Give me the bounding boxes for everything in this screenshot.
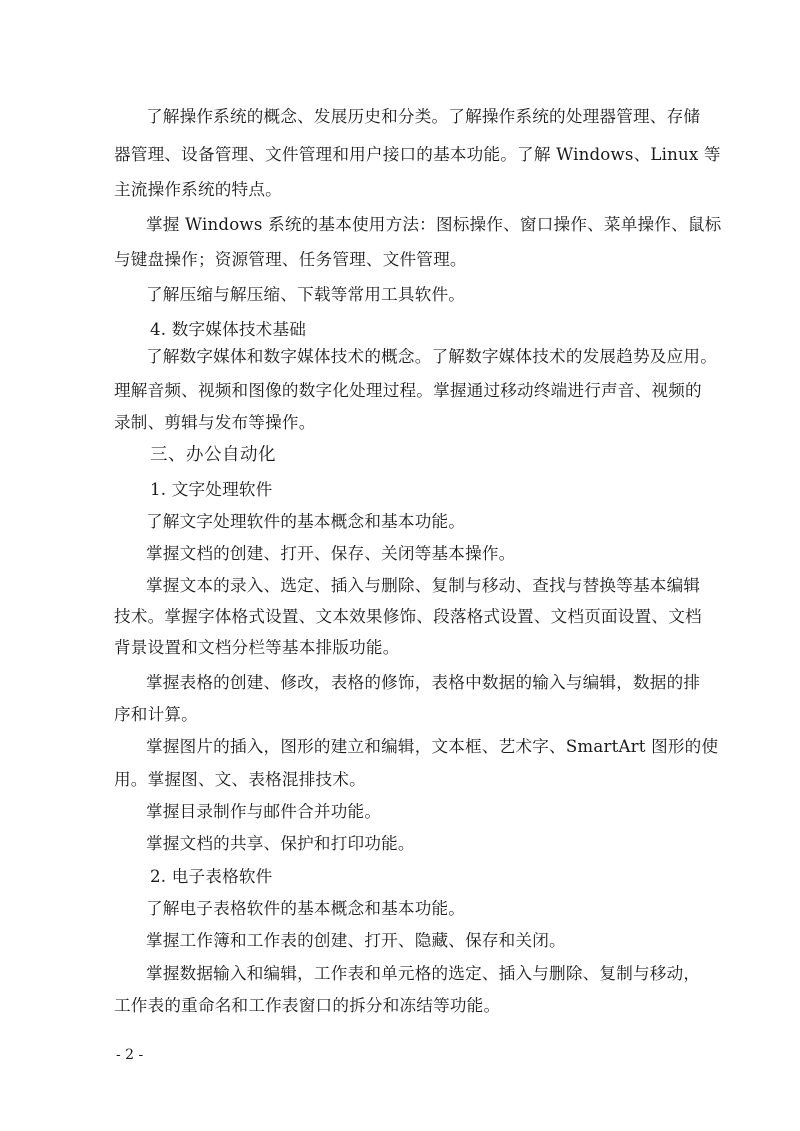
paragraph-line: 掌握文档的共享、保护和打印功能。 xyxy=(146,834,415,853)
section-heading: 三、办公自动化 xyxy=(150,445,276,465)
paragraph-line: 理解音频、视频和图像的数字化处理过程。掌握通过移动终端进行声音、视频的 xyxy=(114,381,702,400)
paragraph-line: 掌握目录制作与邮件合并功能。 xyxy=(146,802,382,821)
paragraph-line: 与键盘操作；资源管理、任务管理、文件管理。 xyxy=(114,250,467,269)
subsection-heading: 4. 数字媒体技术基础 xyxy=(150,320,307,339)
paragraph-line: 掌握数据输入和编辑，工作表和单元格的选定、插入与删除、复制与移动， xyxy=(146,964,701,983)
paragraph-line: 掌握表格的创建、修改，表格的修饰，表格中数据的输入与编辑，数据的排 xyxy=(146,673,701,692)
subsection-heading: 2. 电子表格软件 xyxy=(150,867,273,886)
paragraph-line: 掌握工作簿和工作表的创建、打开、隐藏、保存和关闭。 xyxy=(146,931,566,950)
paragraph-line: 了解数字媒体和数字媒体技术的概念。了解数字媒体技术的发展趋势及应用。 xyxy=(146,347,717,366)
paragraph-line: 用。掌握图、文、表格混排技术。 xyxy=(114,770,366,789)
paragraph-line: 主流操作系统的特点。 xyxy=(114,180,282,199)
paragraph-line: 掌握文档的创建、打开、保存、关闭等基本操作。 xyxy=(146,544,516,563)
paragraph-line: 技术。掌握字体格式设置、文本效果修饰、段落格式设置、文档页面设置、文档 xyxy=(114,607,702,626)
subsection-heading: 1. 文字处理软件 xyxy=(150,480,273,499)
paragraph-line: 录制、剪辑与发布等操作。 xyxy=(114,413,316,432)
page-number: - 2 - xyxy=(116,1047,144,1063)
paragraph-line: 掌握 Windows 系统的基本使用方法：图标操作、窗口操作、菜单操作、鼠标 xyxy=(146,215,722,234)
paragraph-line: 了解操作系统的概念、发展历史和分类。了解操作系统的处理器管理、存储 xyxy=(146,107,701,126)
paragraph-line: 工作表的重命名和工作表窗口的拆分和冻结等功能。 xyxy=(114,996,501,1015)
paragraph-line: 了解压缩与解压缩、下载等常用工具软件。 xyxy=(146,285,466,304)
paragraph-line: 背景设置和文档分栏等基本排版功能。 xyxy=(114,638,400,657)
paragraph-line: 序和计算。 xyxy=(114,705,198,724)
paragraph-line: 掌握文本的录入、选定、插入与删除、复制与移动、查找与替换等基本编辑 xyxy=(146,576,701,595)
paragraph-line: 了解文字处理软件的基本概念和基本功能。 xyxy=(146,512,466,531)
paragraph-line: 了解电子表格软件的基本概念和基本功能。 xyxy=(146,899,466,918)
paragraph-line: 掌握图片的插入，图形的建立和编辑，文本框、艺术字、SmartArt 图形的使 xyxy=(146,737,719,756)
paragraph-line: 器管理、设备管理、文件管理和用户接口的基本功能。了解 Windows、Linux 等 xyxy=(114,145,721,164)
